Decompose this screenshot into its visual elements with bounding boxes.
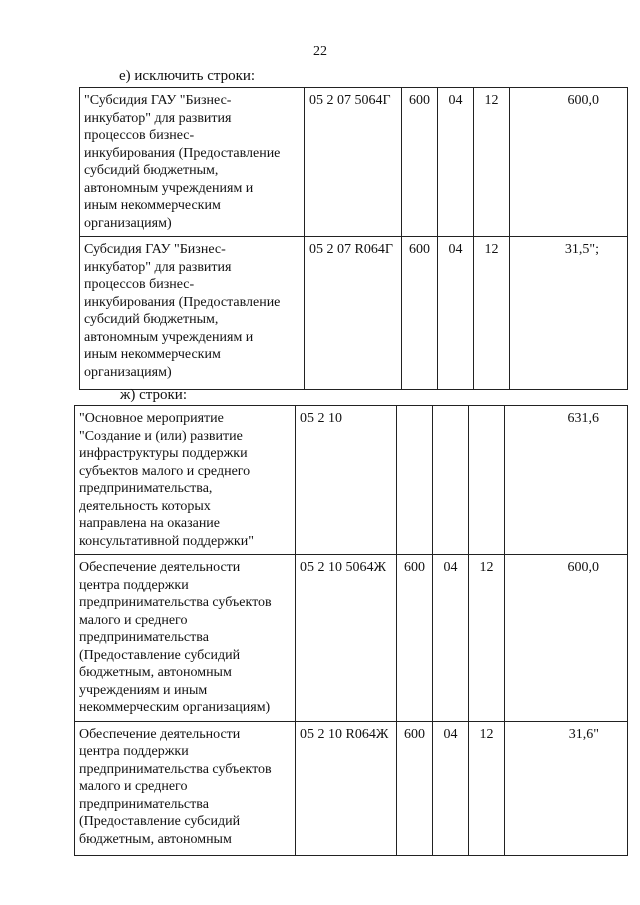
page-number: 22 — [313, 44, 327, 59]
amount: 600,0 — [505, 555, 628, 722]
subsection-code: 12 — [474, 237, 510, 390]
row-description: "Субсидия ГАУ "Бизнес- инкубатор" для развития процессов бизнес- инкубирования (Предоставление субсидий бюджетным, автономным учреждениям и иным некоммерческим организациям) — [80, 88, 305, 237]
subsection-code: 12 — [469, 721, 505, 855]
subsection-code: 12 — [474, 88, 510, 237]
target-code: 05 2 07 R064Г — [305, 237, 402, 390]
row-description: "Основное мероприятие "Создание и (или) развитие инфраструктуры поддержки субъектов малого и среднего предпринимательства, деятельность которых направлена на оказание консультативной поддержки" — [75, 406, 296, 555]
amount: 631,6 — [505, 406, 628, 555]
section-code: 04 — [438, 237, 474, 390]
target-code: 05 2 10 R064Ж — [296, 721, 397, 855]
table-row — [75, 555, 628, 722]
expense-type: 600 — [397, 555, 433, 722]
section-e-heading: е) исключить строки: — [119, 68, 256, 84]
row-description: Обеспечение деятельности центра поддержки предпринимательства субъектов малого и среднего предпринимательства (Предоставление субсидий бюджетным, автономным — [75, 721, 296, 855]
table-row — [75, 721, 628, 855]
budget-table-lines — [74, 405, 628, 856]
subsection-code: 12 — [469, 555, 505, 722]
expense-type — [397, 406, 433, 555]
table-row — [75, 406, 628, 555]
expense-type: 600 — [397, 721, 433, 855]
section-code: 04 — [438, 88, 474, 237]
section-zh-heading: ж) строки: — [120, 387, 187, 403]
section-code: 04 — [433, 555, 469, 722]
expense-type: 600 — [402, 88, 438, 237]
table-row — [80, 88, 628, 237]
amount: 31,5"; — [510, 237, 628, 390]
amount: 600,0 — [510, 88, 628, 237]
subsection-code — [469, 406, 505, 555]
row-description: Субсидия ГАУ "Бизнес- инкубатор" для развития процессов бизнес- инкубирования (Предоставление субсидий бюджетным, автономным учреждениям и иным некоммерческим организациям) — [80, 237, 305, 390]
expense-type: 600 — [402, 237, 438, 390]
section-code: 04 — [433, 721, 469, 855]
target-code: 05 2 10 5064Ж — [296, 555, 397, 722]
row-description: Обеспечение деятельности центра поддержки предпринимательства субъектов малого и среднего предпринимательства (Предоставление субсидий бюджетным, автономным учреждениям и иным некоммерческим организациям) — [75, 555, 296, 722]
table-row — [80, 237, 628, 390]
budget-table-exclude — [79, 87, 628, 390]
section-code — [433, 406, 469, 555]
target-code: 05 2 10 — [296, 406, 397, 555]
amount: 31,6" — [505, 721, 628, 855]
target-code: 05 2 07 5064Г — [305, 88, 402, 237]
